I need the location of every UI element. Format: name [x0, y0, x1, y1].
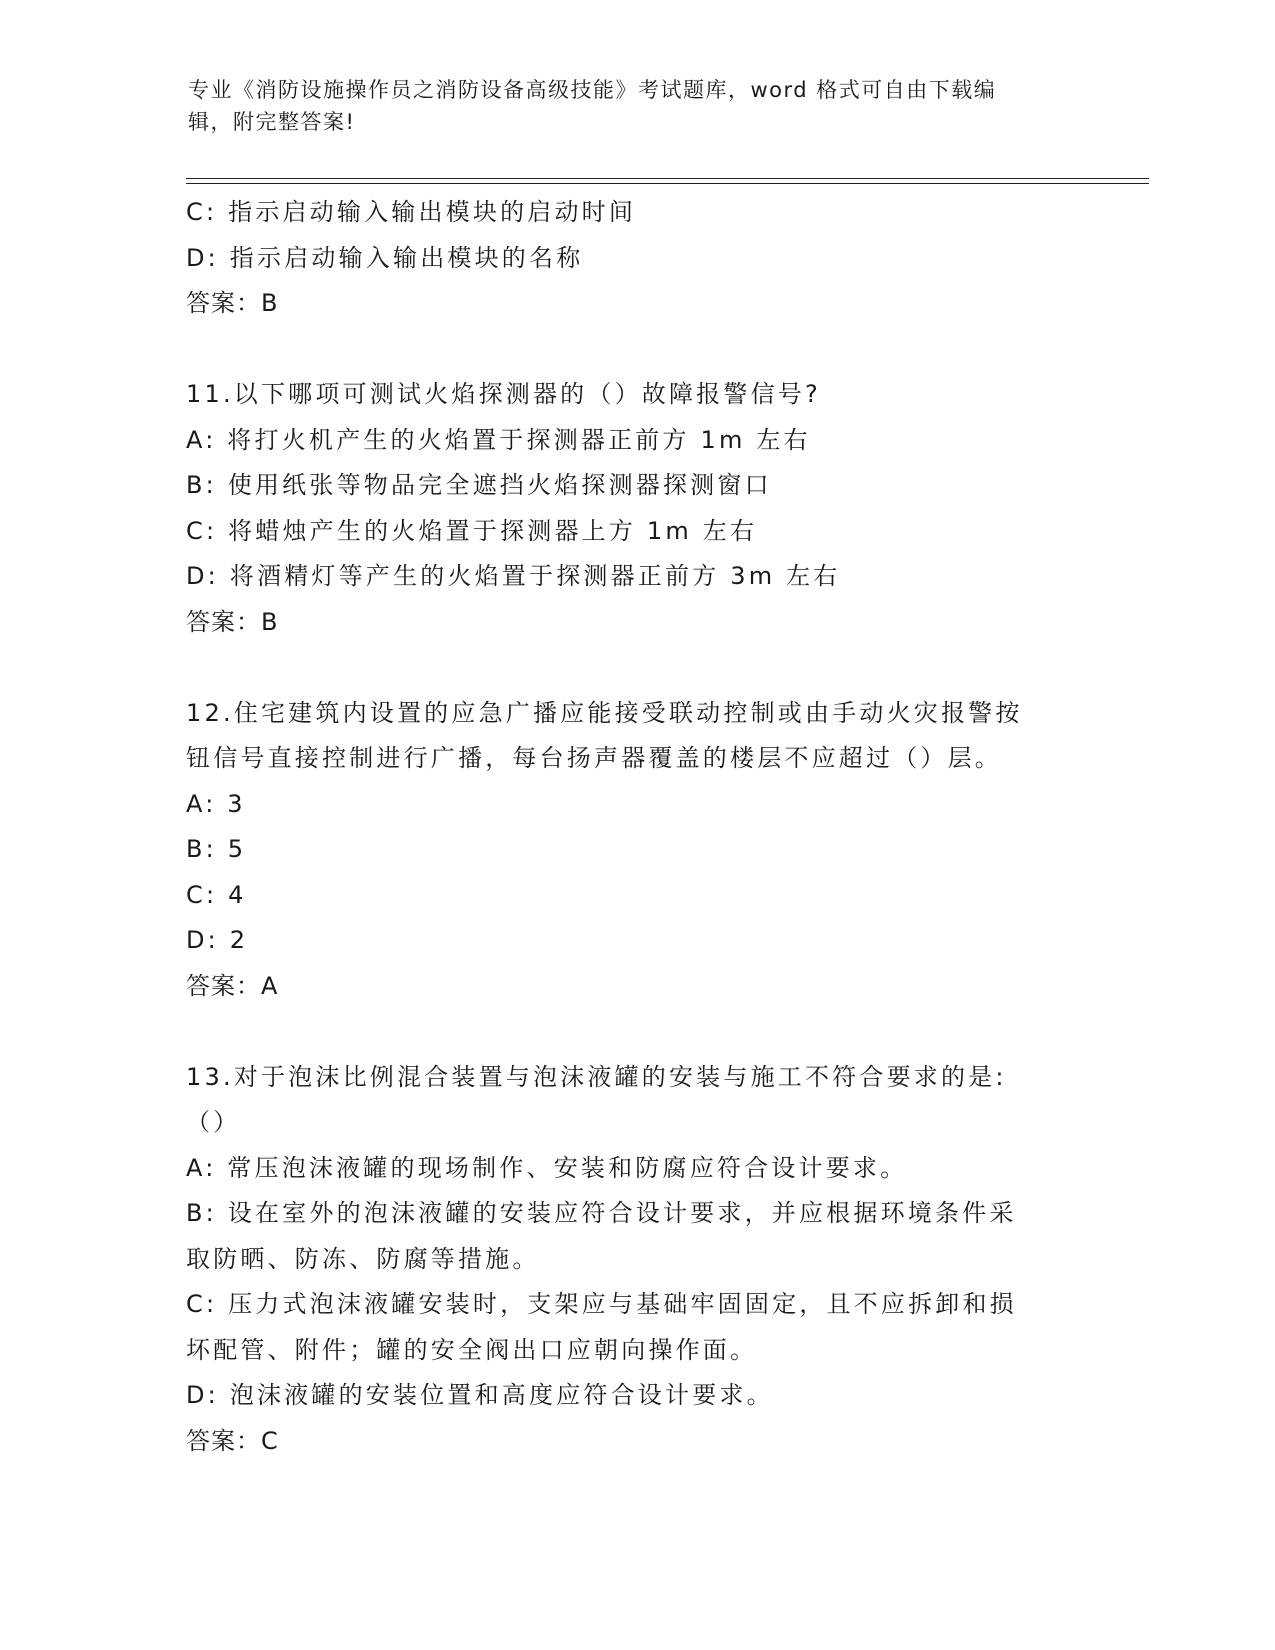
question-12 [186, 691, 1086, 1010]
document-header [188, 74, 1068, 138]
question-list [186, 190, 1086, 1464]
option-d: D: 泡沫液罐的安装位置和高度应符合设计要求。 [186, 1381, 774, 1409]
question-stem-continued: 钮信号直接控制进行广播，每台扬声器覆盖的楼层不应超过（）层。 [186, 744, 1002, 772]
option-a: A: 常压泡沫液罐的现场制作、安装和防腐应符合设计要求。 [186, 1153, 908, 1182]
option-d: D: 2 [186, 926, 249, 954]
question-stem: 12.住宅建筑内设置的应急广播应能接受联动控制或由手动火灾报警按 [186, 698, 1023, 727]
option-b-continued: 取防晒、防冻、防腐等措施。 [186, 1244, 540, 1273]
option-b: B: 使用纸张等物品完全遮挡火焰探测器探测窗口 [186, 471, 772, 499]
header-line-2: 辑，附完整答案! [188, 110, 356, 134]
spacer [186, 645, 1086, 691]
question-11 [186, 372, 1086, 645]
question-stem-continued: （） [186, 1108, 241, 1136]
header-divider-top [186, 178, 1149, 179]
option-c-continued: 坏配管、附件；罐的安全阀出口应朝向操作面。 [186, 1335, 758, 1364]
option-b: B: 5 [186, 835, 247, 863]
answer: 答案：B [186, 289, 279, 317]
question-stem: 13.对于泡沫比例混合装置与泡沫液罐的安装与施工不符合要求的是: [186, 1062, 1007, 1091]
option-d: D: 指示启动输入输出模块的名称 [186, 243, 584, 272]
spacer [186, 1009, 1086, 1055]
answer: 答案：A [186, 971, 279, 1000]
option-c: C: 指示启动输入输出模块的启动时间 [186, 198, 637, 226]
question-stem: 11.以下哪项可测试火焰探测器的（）故障报警信号? [186, 380, 821, 408]
option-c: C: 压力式泡沫液罐安装时，支架应与基础牢固固定，且不应拆卸和损 [186, 1290, 1017, 1318]
option-c: C: 将蜡烛产生的火焰置于探测器上方 1m 左右 [186, 516, 758, 545]
header-divider-bottom [186, 183, 1149, 184]
answer: 答案：B [186, 607, 279, 636]
question-13 [186, 1055, 1086, 1465]
option-b: B: 设在室外的泡沫液罐的安装应符合设计要求，并应根据环境条件采 [186, 1199, 1017, 1227]
option-a: A: 3 [186, 789, 246, 818]
header-line-1: 专业《消防设施操作员之消防设备高级技能》考试题库，word 格式可自由下载编 [188, 78, 997, 102]
question-10-tail [186, 190, 1086, 327]
option-d: D: 将酒精灯等产生的火焰置于探测器正前方 3m 左右 [186, 562, 841, 590]
spacer [186, 327, 1086, 373]
answer: 答案：C [186, 1426, 279, 1455]
option-a: A: 将打火机产生的火焰置于探测器正前方 1m 左右 [186, 425, 811, 454]
option-c: C: 4 [186, 880, 247, 909]
